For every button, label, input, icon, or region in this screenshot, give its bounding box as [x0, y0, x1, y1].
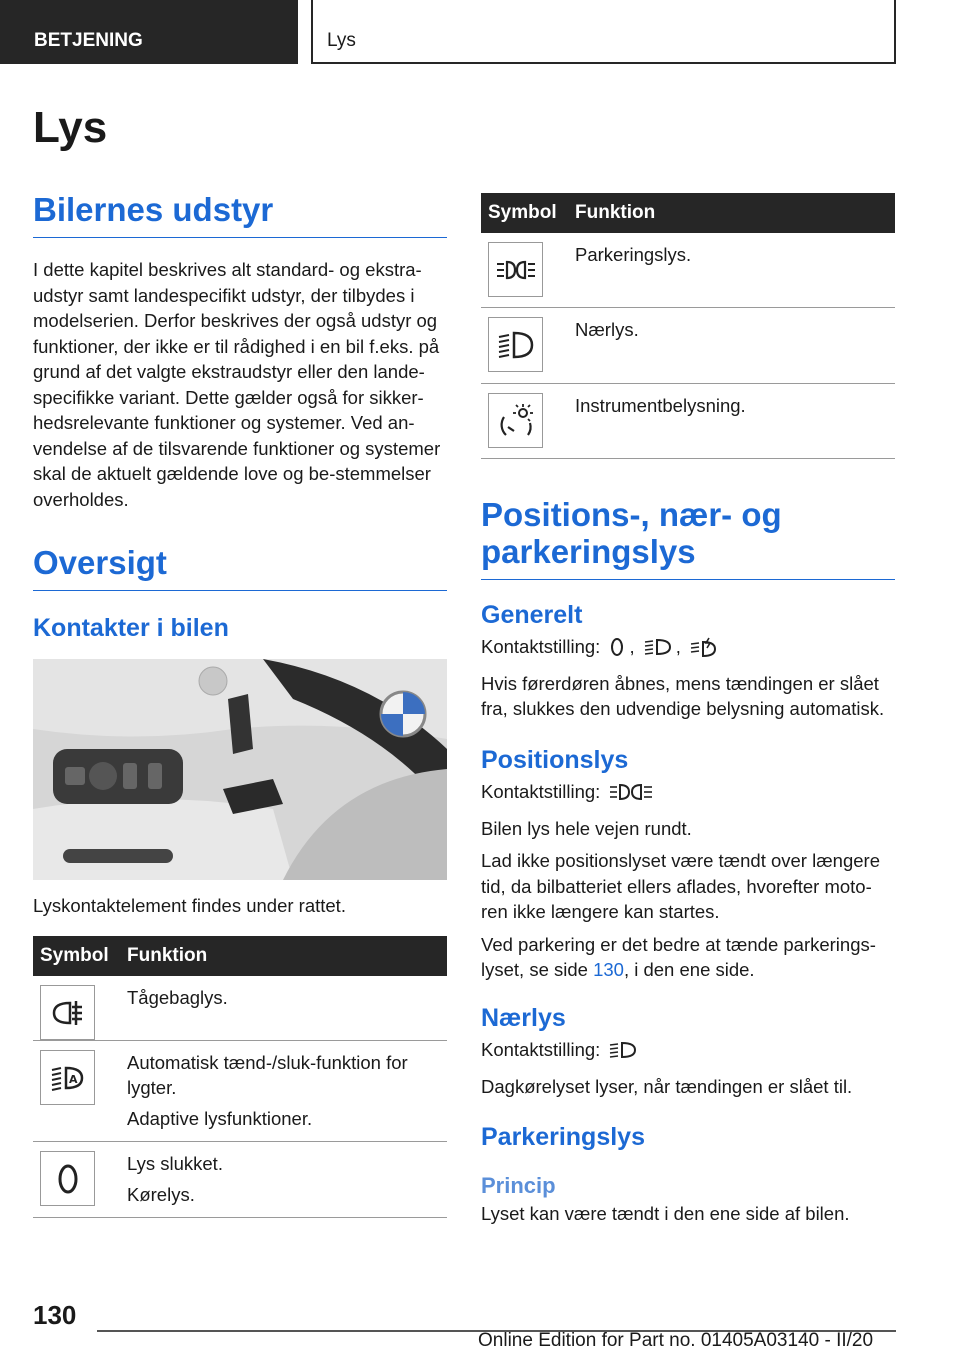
chapter-tab: Lys	[311, 0, 896, 64]
heading-oversigt: Oversigt	[33, 545, 447, 591]
heading-kontakter-wrap	[33, 614, 447, 643]
heading-positionslys: Positionslys	[481, 746, 629, 774]
section-udstyr	[33, 192, 447, 238]
section-naerlys	[481, 1004, 895, 1099]
col-symbol: Symbol	[488, 202, 557, 223]
table-row	[481, 384, 895, 459]
low-beam-icon	[488, 317, 543, 372]
row-off-text-1: Lys slukket.	[127, 1153, 223, 1174]
auto-headlight-icon	[40, 1050, 95, 1105]
heading-bilernes-udstyr: Bilernes udstyr	[33, 192, 447, 238]
instrument-lighting-icon	[488, 393, 543, 448]
positionslys-text-a: Ved parkering er det bedre at tænde parkerings-lyset, se side	[481, 933, 876, 980]
kontaktstilling-label: Kontaktstilling:	[481, 781, 601, 802]
col-function: Funktion	[127, 945, 208, 966]
table-header	[33, 936, 447, 976]
positionslys-text-b: , i den ene side.	[623, 959, 755, 980]
page-reference-link[interactable]: 130	[593, 959, 624, 980]
section-positions	[481, 497, 895, 580]
kontaktstilling-label: Kontaktstilling:	[481, 1039, 601, 1060]
col-symbol: Symbol	[40, 945, 109, 966]
generelt-separator: ,	[629, 636, 635, 657]
photo-caption: Lyskontaktelement findes under rattet.	[33, 895, 346, 916]
generelt-separator: ,	[675, 636, 681, 657]
table-row	[481, 233, 895, 308]
symbol-table-left	[33, 936, 447, 1218]
positionslys-paragraph-3	[481, 932, 895, 983]
table-row	[33, 1142, 447, 1218]
section-oversigt	[33, 545, 447, 591]
section-tab: BETJENING	[0, 0, 298, 64]
positionslys-paragraph-2: Lad ikke positionslyset være tændt over længere tid, da bilbatteriet ellers aflades, hvorefter moto-ren ikke længere kan startes.	[481, 850, 880, 922]
princip-paragraph: Lyset kan være tændt i den ene side af bilen.	[481, 1203, 850, 1224]
page-number: 130	[33, 1300, 77, 1330]
heading-kontakter: Kontakter i bilen	[33, 614, 229, 642]
parking-light-icon	[608, 782, 654, 809]
edition-text: Online Edition for Part no. 01405A03140 - II/20	[478, 1330, 874, 1351]
page-title: Lys	[33, 103, 108, 152]
heading-princip: Princip	[481, 1173, 556, 1198]
lights-off-icon	[40, 1151, 95, 1206]
section-positionslys	[481, 746, 895, 983]
row-lowbeam-text: Nærlys.	[575, 319, 639, 340]
table-header	[481, 193, 895, 233]
naerlys-kontakt-line	[481, 1037, 895, 1067]
udstyr-paragraph-block	[33, 257, 447, 512]
fog-light-icon	[40, 985, 95, 1040]
row-parking-text: Parkeringslys.	[575, 244, 692, 265]
row-off-text-2: Kørelys.	[127, 1184, 195, 1205]
heading-parkeringslys: Parkeringslys	[481, 1123, 645, 1151]
kontaktstilling-label: Kontaktstilling:	[481, 636, 601, 657]
row-fog-text: Tågebaglys.	[127, 987, 228, 1008]
light-switch-photo	[33, 659, 447, 880]
low-beam-icon	[643, 637, 673, 664]
col-function: Funktion	[575, 202, 656, 223]
section-generelt	[481, 601, 895, 722]
svg-text:A: A	[68, 1072, 78, 1086]
naerlys-paragraph: Dagkørelyset lyser, når tændingen er slået til.	[481, 1075, 853, 1097]
row-auto-text-2: Adaptive lysfunktioner.	[127, 1108, 313, 1129]
symbol-table-right	[481, 193, 895, 459]
positionslys-paragraph-1: Bilen lys hele vejen rundt.	[481, 817, 692, 839]
generelt-kontakt-line	[481, 634, 895, 664]
generelt-paragraph: Hvis førerdøren åbnes, mens tændingen er slået fra, slukkes den udvendige belysning automatisk.	[481, 672, 885, 719]
parking-light-icon	[488, 242, 543, 297]
row-instrument-text: Instrumentbelysning.	[575, 395, 746, 416]
heading-positions: Positions-, nær- og parkeringslys	[481, 497, 895, 580]
heading-naerlys: Nærlys	[481, 1004, 566, 1032]
photo-caption-wrap	[33, 893, 447, 919]
low-beam-icon	[608, 1040, 638, 1067]
positionslys-kontakt-line	[481, 779, 895, 809]
udstyr-paragraph: I dette kapitel beskrives alt standard- og ekstra-udstyr samt landespecifikt udstyr, der tilbydes i modelserien. Derfor beskrives der også udstyr og funktioner, der ikke er til rådighed i en bil f.eks. på grund af det valgte ekstraudstyr eller den lande-specifikke variant. Dette gælder også for sikker-hedsrelevante funktioner og systemer. Ved an-vendelse af de tilsvarende funktioner og systemer skal de aktuelt gældende love og be-stemmelser overholdes.	[33, 259, 441, 510]
table-row	[33, 976, 447, 1041]
heading-generelt: Generelt	[481, 601, 583, 629]
table-row	[33, 1041, 447, 1142]
position-zero-icon	[608, 637, 626, 664]
row-auto-text-1: Automatisk tænd-/sluk-funktion for lygter.	[127, 1052, 408, 1098]
section-parkeringslys	[481, 1123, 895, 1227]
table-row	[481, 308, 895, 384]
auto-headlight-icon	[689, 637, 719, 664]
